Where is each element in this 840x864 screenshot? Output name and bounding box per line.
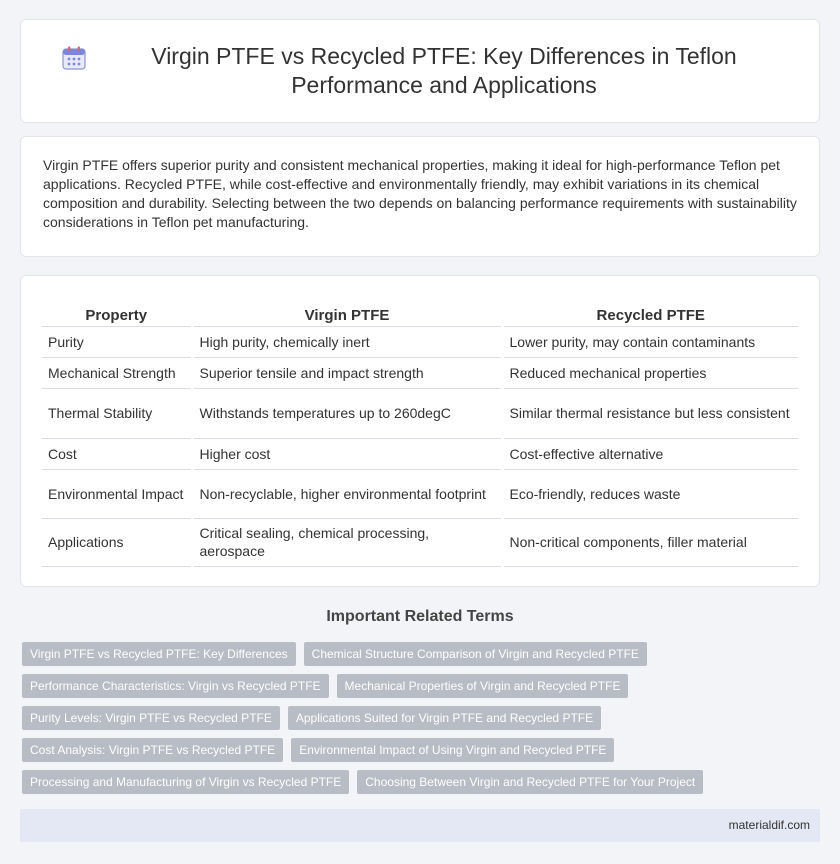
cell-virgin: High purity, chemically inert: [192, 326, 502, 357]
cell-virgin: Higher cost: [192, 438, 502, 469]
related-term-tag[interactable]: Performance Characteristics: Virgin vs Recycled PTFE: [22, 674, 329, 698]
comparison-table-card: [20, 275, 820, 587]
related-terms-list: [22, 642, 818, 794]
comparison-table: [42, 300, 798, 567]
cell-virgin: Withstands temperatures up to 260degC: [192, 388, 502, 438]
related-term-tag[interactable]: Purity Levels: Virgin PTFE vs Recycled PTFE: [22, 706, 280, 730]
table-row: [42, 469, 798, 518]
header-card: [20, 19, 820, 123]
header-virgin: Virgin PTFE: [192, 300, 502, 326]
table-row: [42, 518, 798, 566]
cell-virgin: Superior tensile and impact strength: [192, 357, 502, 388]
cell-virgin: Non-recyclable, higher environmental footprint: [192, 469, 502, 518]
related-term-tag[interactable]: Virgin PTFE vs Recycled PTFE: Key Differences: [22, 642, 296, 666]
header-recycled: Recycled PTFE: [502, 300, 798, 326]
cell-recycled: Reduced mechanical properties: [502, 357, 798, 388]
table-row: [42, 438, 798, 469]
intro-text: Virgin PTFE offers superior purity and consistent mechanical properties, making it ideal for high-performance Teflon pet applications. Recycled PTFE, while cost-effective and environmentally friendly, may exhibit variations in its chemical composition and durability. Selecting between the two depends on balancing performance requirements with sustainability considerations in Teflon pet manufacturing.: [43, 157, 797, 230]
related-term-tag[interactable]: Cost Analysis: Virgin PTFE vs Recycled PTFE: [22, 738, 283, 762]
related-term-tag[interactable]: Processing and Manufacturing of Virgin vs Recycled PTFE: [22, 770, 349, 794]
header-property: Property: [42, 300, 192, 326]
table-row: [42, 326, 798, 357]
related-term-tag[interactable]: Choosing Between Virgin and Recycled PTFE for Your Project: [357, 770, 703, 794]
table-row: [42, 388, 798, 438]
cell-property: Thermal Stability: [42, 388, 192, 438]
footer-site-link[interactable]: materialdif.com: [728, 818, 810, 832]
related-term-tag[interactable]: Applications Suited for Virgin PTFE and Recycled PTFE: [288, 706, 601, 730]
cell-property: Purity: [42, 326, 192, 357]
cell-recycled: Non-critical components, filler material: [502, 518, 798, 566]
table-row: [42, 357, 798, 388]
cell-recycled: Lower purity, may contain contaminants: [502, 326, 798, 357]
footer: [20, 809, 820, 842]
cell-property: Cost: [42, 438, 192, 469]
cell-recycled: Eco-friendly, reduces waste: [502, 469, 798, 518]
related-term-tag[interactable]: Environmental Impact of Using Virgin and Recycled PTFE: [291, 738, 614, 762]
header-inner: [61, 42, 779, 100]
cell-recycled: Similar thermal resistance but less consistent: [502, 388, 798, 438]
related-terms-title: Important Related Terms: [326, 608, 514, 625]
intro-card: [20, 136, 820, 257]
related-term-tag[interactable]: Chemical Structure Comparison of Virgin and Recycled PTFE: [304, 642, 647, 666]
cell-property: Environmental Impact: [42, 469, 192, 518]
table-header-row: [42, 300, 798, 326]
cell-virgin: Critical sealing, chemical processing, aerospace: [192, 518, 502, 566]
page-title: Virgin PTFE vs Recycled PTFE: Key Differences in Teflon Performance and Applications: [151, 43, 737, 98]
calendar-icon: [61, 45, 87, 71]
cell-recycled: Cost-effective alternative: [502, 438, 798, 469]
cell-property: Mechanical Strength: [42, 357, 192, 388]
related-term-tag[interactable]: Mechanical Properties of Virgin and Recycled PTFE: [337, 674, 629, 698]
cell-property: Applications: [42, 518, 192, 566]
